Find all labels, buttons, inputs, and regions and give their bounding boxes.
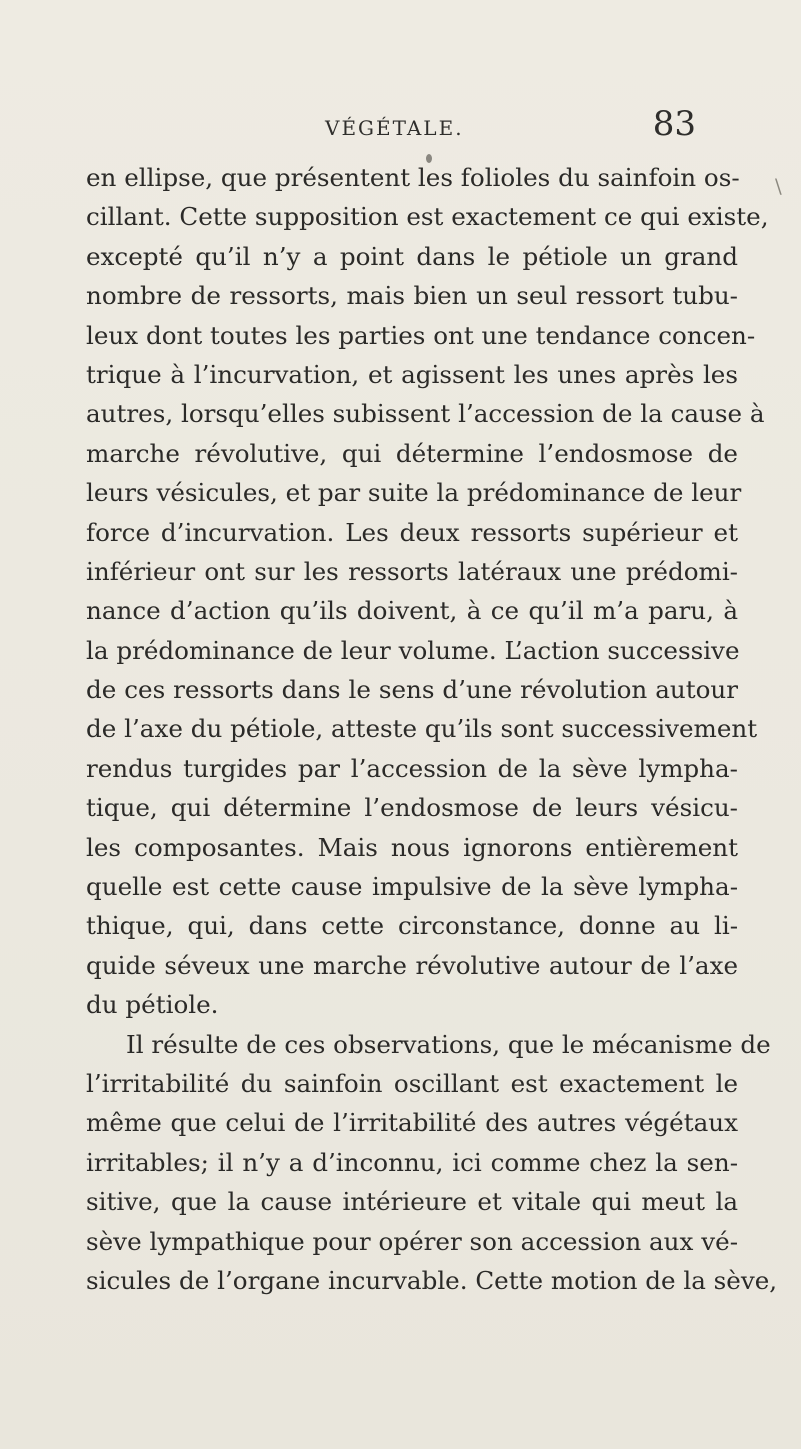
text-line: leurs vésicules, et par suite la prédominance de leur bbox=[86, 478, 742, 508]
page-number: 83 bbox=[652, 104, 696, 144]
text-line: cillant. Cette supposition est exactement ce qui existe, bbox=[86, 202, 769, 232]
body-text bbox=[86, 158, 778, 1300]
text-line: autres, lorsqu’elles subissent l’accession de la cause à bbox=[86, 399, 765, 429]
text-line: nombre de ressorts, mais bien un seul ressort tubu- bbox=[86, 281, 738, 311]
text-line: sève lympathique pour opérer son accession aux vé- bbox=[86, 1226, 738, 1256]
text-line: l’irritabilité du sainfoin oscillant est exactement le bbox=[86, 1068, 738, 1098]
text-line: les composantes. Mais nous ignorons entièrement bbox=[86, 832, 738, 862]
text-line: en ellipse, que présentent les folioles du sainfoin os- bbox=[86, 163, 740, 192]
text-line: Il résulte de ces observations, que le mécanisme de bbox=[126, 1029, 771, 1059]
text-line: sicules de l’organe incurvable. Cette motion de la sève, bbox=[86, 1265, 778, 1295]
text-line: tique, qui détermine l’endosmose de leurs vésicu- bbox=[86, 793, 738, 823]
page-header bbox=[60, 104, 750, 150]
text-line: de ces ressorts dans le sens d’une révolution autour bbox=[86, 675, 738, 705]
text-line: inférieur ont sur les ressorts latéraux une prédomi- bbox=[86, 556, 738, 586]
text-line: excepté qu’il n’y a point dans le pétiole un grand bbox=[86, 241, 738, 271]
text-line: nance d’action qu’ils doivent, à ce qu’il m’a paru, à bbox=[86, 596, 738, 626]
text-line: irritables; il n’y a d’inconnu, ici comme chez la sen- bbox=[86, 1147, 738, 1177]
margin-mark: \ bbox=[775, 174, 782, 198]
text-line: force d’incurvation. Les deux ressorts supérieur et bbox=[86, 517, 738, 547]
text-line: marche révolutive, qui détermine l’endosmose de bbox=[86, 438, 738, 468]
text-line: leux dont toutes les parties ont une tendance concen- bbox=[86, 320, 756, 350]
text-line: trique à l’incurvation, et agissent les unes après les bbox=[86, 359, 738, 389]
text-line: du pétiole. bbox=[86, 990, 219, 1020]
text-line: même que celui de l’irritabilité des autres végétaux bbox=[86, 1108, 738, 1138]
text-line: thique, qui, dans cette circonstance, donne au li- bbox=[86, 911, 738, 941]
running-title: VÉGÉTALE. bbox=[325, 116, 464, 140]
text-line: sitive, que la cause intérieure et vitale qui meut la bbox=[86, 1187, 738, 1217]
text-line: de l’axe du pétiole, atteste qu’ils sont successivement bbox=[86, 714, 758, 744]
text-line: quelle est cette cause impulsive de la sève lympha- bbox=[86, 872, 738, 902]
text-line: quide séveux une marche révolutive autour de l’axe bbox=[86, 950, 738, 980]
text-line: rendus turgides par l’accession de la sève lympha- bbox=[86, 753, 738, 783]
text-line: la prédominance de leur volume. L’action successive bbox=[86, 635, 740, 665]
